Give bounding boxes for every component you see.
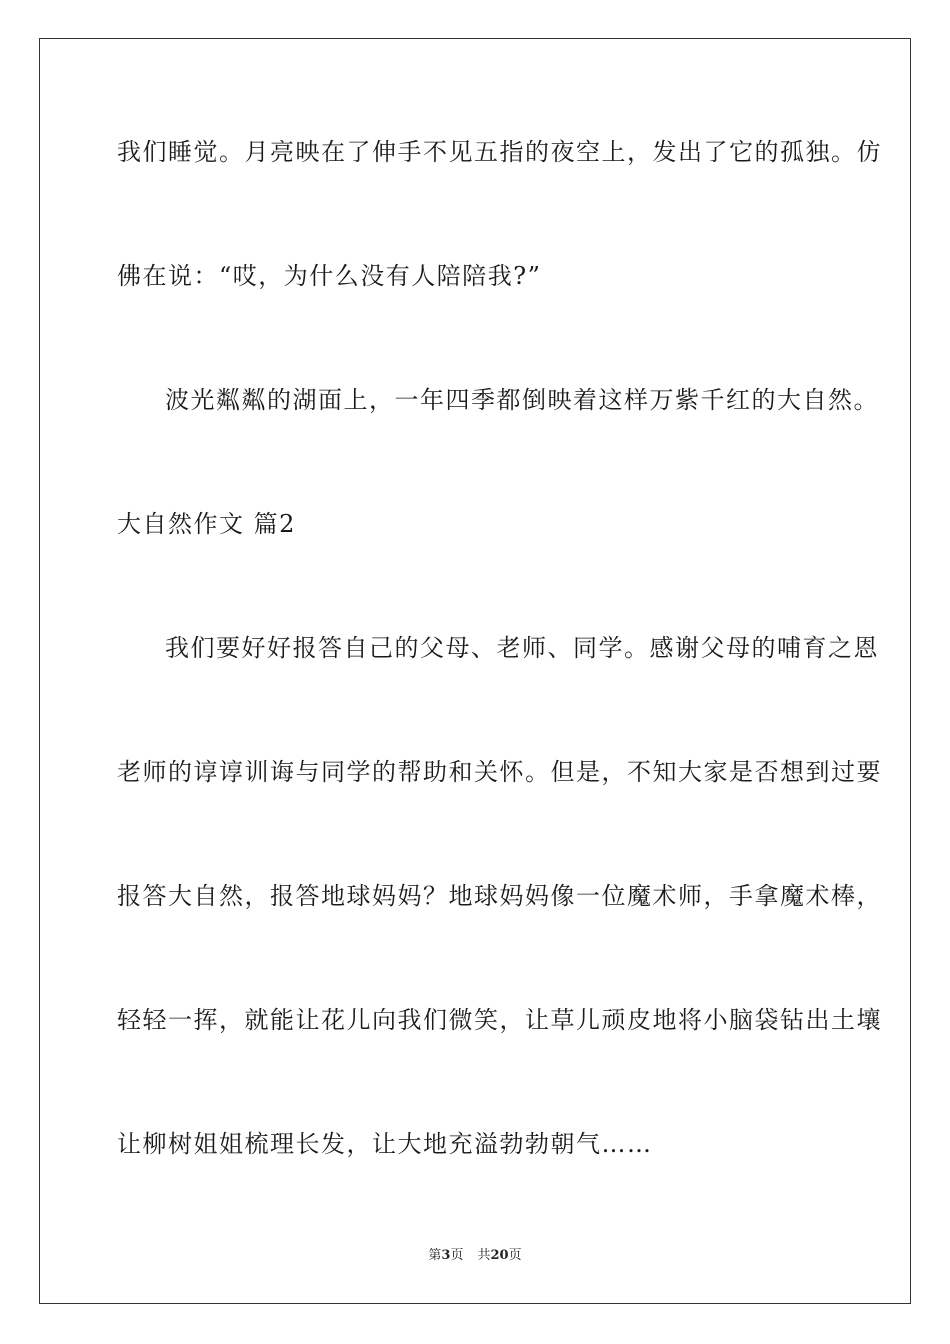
- body-line-9: 让柳树姐姐梳理长发，让大地充溢勃勃朝气……: [117, 1130, 653, 1158]
- body-line-1: 我们睡觉。月亮映在了伸手不见五指的夜空上，发出了它的孤独。仿: [117, 138, 882, 166]
- footer-total-suffix: 页: [508, 1248, 522, 1263]
- body-line-5: 我们要好好报答自己的父母、老师、同学。感谢父母的哺育之恩: [165, 634, 879, 662]
- body-line-3: 波光粼粼的湖面上，一年四季都倒映着这样万紫千红的大自然。: [165, 386, 879, 414]
- footer-page-number: 3: [441, 1248, 451, 1263]
- footer-total-prefix: 共: [477, 1248, 491, 1263]
- body-line-6: 老师的谆谆训诲与同学的帮助和关怀。但是，不知大家是否想到过要: [117, 758, 882, 786]
- body-line-2: 佛在说：“哎，为什么没有人陪陪我?”: [117, 262, 542, 290]
- footer-total-pages: 20: [490, 1248, 509, 1263]
- page-footer: [0, 1247, 950, 1265]
- section-heading: 大自然作文 篇2: [117, 510, 296, 538]
- body-line-7: 报答大自然，报答地球妈妈？地球妈妈像一位魔术师，手拿魔术棒，: [117, 882, 882, 910]
- footer-page-suffix: 页: [450, 1248, 464, 1263]
- footer-page-prefix: 第: [428, 1248, 442, 1263]
- body-line-8: 轻轻一挥，就能让花儿向我们微笑，让草儿顽皮地将小脑袋钻出土壤: [117, 1006, 882, 1034]
- page-border: [39, 38, 911, 1304]
